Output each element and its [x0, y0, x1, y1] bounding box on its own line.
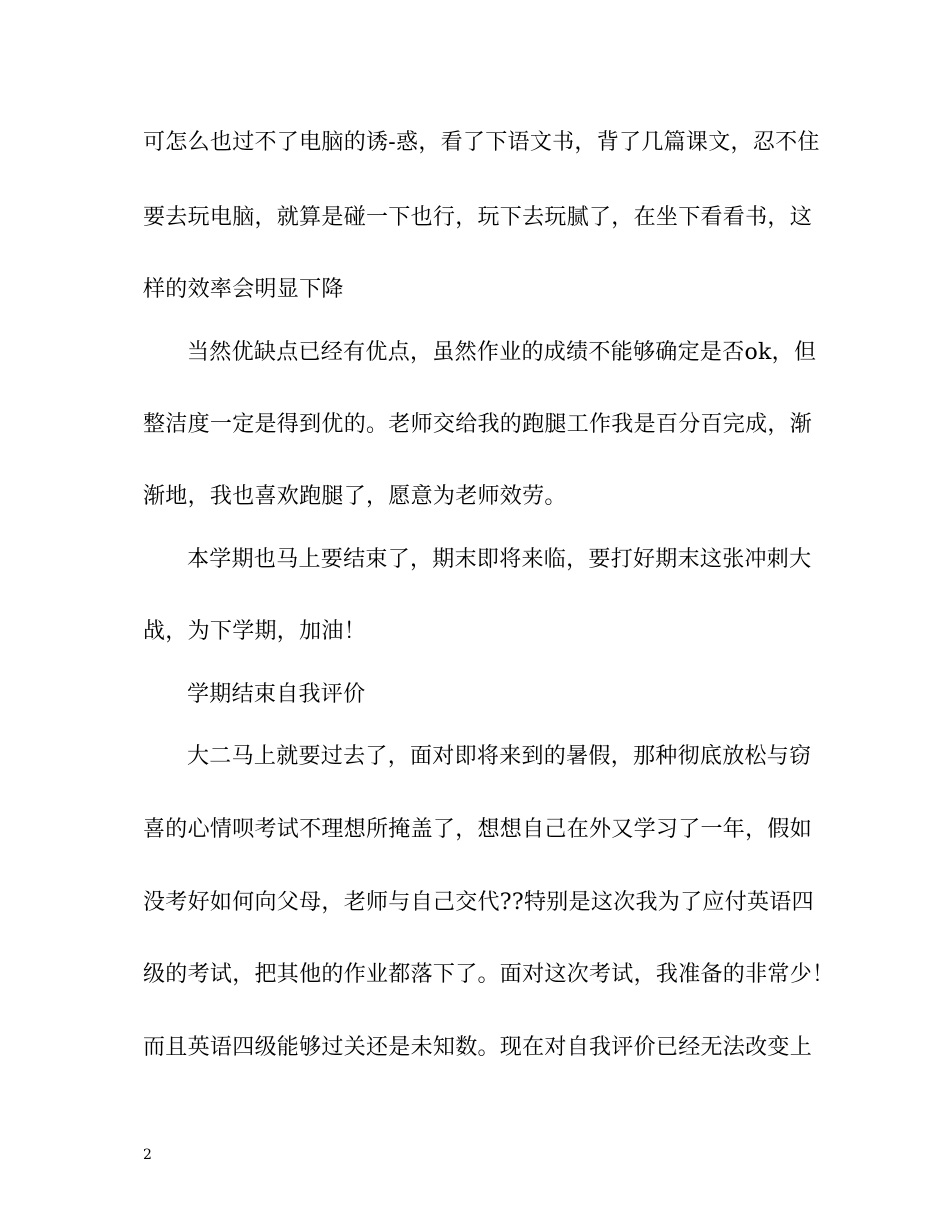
text-line: 可怎么也过不了电脑的诱-惑，看了下语文书，背了几篇课文，忍不住	[143, 130, 820, 155]
text-line: 战，为下学期，加油！	[143, 619, 367, 644]
text-line: 整洁度一定是得到优的。老师交给我的跑腿工作我是百分百完成，渐	[143, 412, 813, 437]
text-line: 渐地，我也喜欢跑腿了，愿意为老师效劳。	[143, 484, 567, 509]
text-line: 样的效率会明显下降	[143, 277, 344, 302]
text-line: 级的考试，把其他的作业都落下了。面对这次考试，我准备的非常少！	[143, 962, 835, 987]
text-line: 而且英语四级能够过关还是未知数。现在对自我评价已经无法改变上	[143, 1035, 813, 1060]
text-line: 本学期也马上要结束了，期末即将来临，要打好期末这张冲刺大	[187, 547, 812, 572]
text-line: 当然优缺点已经有优点，虽然作业的成绩不能够确定是否ok，但	[187, 340, 817, 365]
page-number: 2	[143, 1147, 152, 1163]
text-line: 没考好如何向父母，老师与自己交代??特别是这次我为了应付英语四	[143, 890, 814, 915]
section-heading: 学期结束自我评价	[187, 682, 366, 707]
text-line: 要去玩电脑，就算是碰一下也行，玩下去玩腻了，在坐下看看书，这	[143, 205, 813, 230]
text-line: 喜的心情呗考试不理想所掩盖了，想想自己在外又学习了一年，假如	[143, 817, 813, 842]
text-line: 大二马上就要过去了，面对即将来到的暑假，那种彻底放松与窃	[187, 744, 812, 769]
